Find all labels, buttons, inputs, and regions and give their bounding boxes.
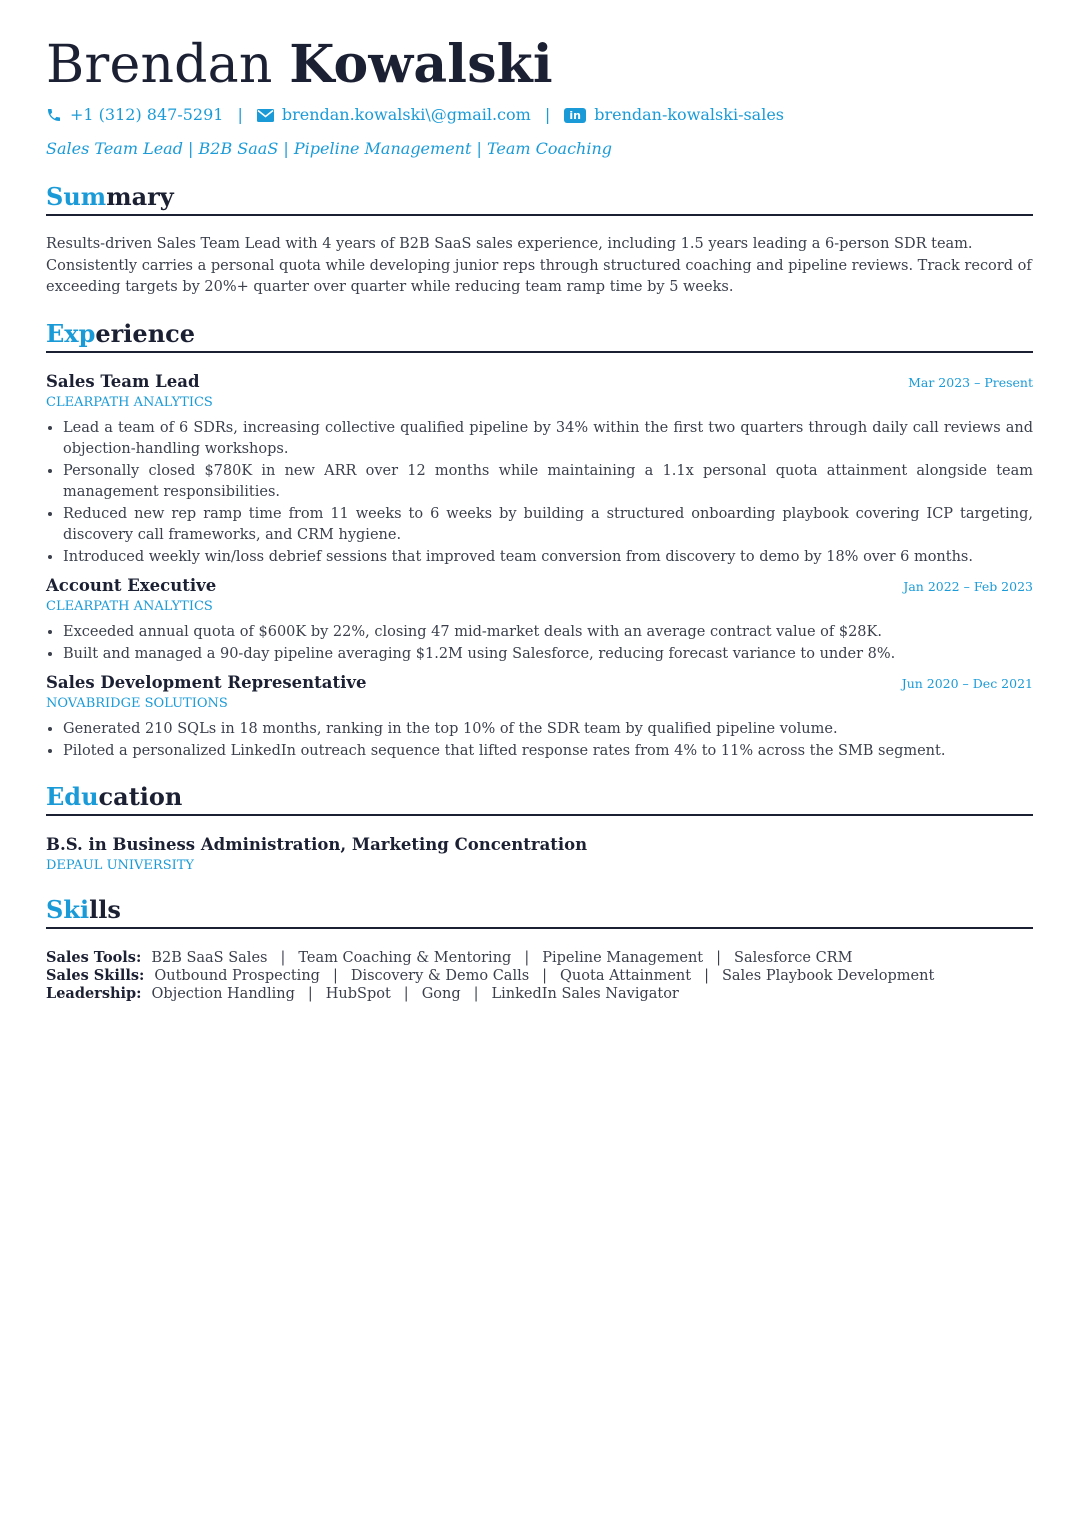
last-name: Kowalski [289,34,553,95]
heading-accent: Edu [46,782,99,811]
job-header [46,371,1033,393]
job-bullets [46,719,1033,762]
heading-rest: mary [106,182,174,211]
phone-icon [46,107,62,123]
skill-separator: | [704,968,709,984]
envelope-icon [257,109,274,122]
heading-rest: erience [95,318,196,348]
linkedin-badge: in [564,108,586,123]
bullet-item: • Generated 210 SQLs in 18 months, ranking in the top 10% of the SDR team by qualified pipeline volume. [63,719,1033,741]
skill-row [46,967,1033,985]
skills-section [46,895,1033,1003]
skill-separator: | [280,950,286,966]
linkedin-contact[interactable] [564,104,784,126]
skill-item: Discovery & Demo Calls [350,968,530,984]
summary-paragraph: Results-driven Sales Team Lead with 4 years of B2B SaaS sales experience, including 1.5 years leading a 6-person SDR team. Consistently carries a personal quota while developing junior reps through structured coaching and pipeline reviews. Track record of exceeding targets by 20%+ quarter over quarter while reducing team ramp time by 5 weeks. [46,236,1032,295]
job-dates: Jan 2022 – Feb 2023 [903,579,1033,594]
heading-rest: lls [89,895,121,924]
skill-item: Outbound Prospecting [154,968,320,984]
job-title: Sales Development Representative [46,673,367,692]
skill-item: Team Coaching & Mentoring [298,950,512,966]
skill-item: Objection Handling [151,986,295,1002]
job-dates: Mar 2023 – Present [908,374,1033,390]
job-header [46,575,1033,597]
job-title: Sales Team Lead [46,371,200,391]
job-list [46,371,1033,763]
job-entry [46,672,1033,762]
skill-row [46,949,1033,967]
skill-separator: | [542,968,548,984]
skill-row [46,985,1033,1003]
phone-contact[interactable] [46,104,223,126]
company-name: CLEARPATH ANALYTICS [46,394,213,410]
job-bullets [46,418,1033,569]
job-header [46,672,1033,694]
skill-item: Gong [421,986,461,1002]
email-address: brendan.kowalski\@gmail.com [281,105,531,124]
heading-rest: cation [98,782,183,811]
skill-category: Sales Skills: [46,967,145,984]
bullet-item: • Piloted a personalized LinkedIn outreach sequence that lifted response rates from 4% to 11% across the SMB segment. [63,741,1033,763]
skills-list [46,949,1033,1003]
job-entry [46,575,1033,665]
section-heading-summary [46,182,1033,216]
company-name: CLEARPATH ANALYTICS [46,599,213,614]
skill-item: Sales Playbook Development [721,968,935,984]
skill-separator: | [332,968,338,984]
skill-item: LinkedIn Sales Navigator [491,986,679,1002]
skill-item: HubSpot [325,986,391,1002]
phone-number: +1 (312) 847-5291 [70,105,224,124]
skill-separator: | [524,950,530,966]
company-name: NOVABRIDGE SOLUTIONS [46,696,228,711]
contact-line [46,104,1033,126]
bullet-item: • Introduced weekly win/loss debrief sessions that improved team conversion from discovery to demo by 18% over 6 months. [63,547,1033,569]
bullet-item: • Personally closed $780K in new ARR over 12 months while maintaining a 1.1x personal quota attainment alongside team management responsibilities. [63,461,1033,504]
school-name: DEPAUL UNIVERSITY [46,858,195,873]
heading-accent: Exp [46,318,96,348]
heading-accent: Sum [46,182,107,211]
contact-separator: | [237,105,243,124]
job-dates: Jun 2020 – Dec 2021 [901,676,1033,691]
first-name: Brendan [46,35,273,95]
bullet-item: • Reduced new rep ramp time from 11 weeks to 6 weeks by building a structured onboarding playbook covering ICP targeting, discovery call frameworks, and CRM hygiene. [63,504,1033,547]
summary-section [46,182,1033,299]
skill-item: Quota Attainment [560,968,692,984]
skill-item: B2B SaaS Sales [151,950,268,966]
experience-section [46,319,1033,763]
candidate-name [46,34,1033,96]
section-heading-education [46,782,1033,816]
job-entry [46,371,1033,569]
skill-item: Salesforce CRM [734,950,853,966]
heading-accent: Ski [46,895,90,924]
skill-separator: | [716,950,722,966]
job-bullets [46,622,1033,665]
section-heading-experience [46,319,1033,353]
bullet-item: • Lead a team of 6 SDRs, increasing collective qualified pipeline by 34% within the first two quarters through daily call reviews and objection-handling workshops. [63,418,1033,461]
skill-item: Pipeline Management [542,950,704,966]
section-heading-skills [46,895,1033,929]
contact-separator: | [544,105,551,124]
linkedin-handle: brendan-kowalski-sales [594,105,785,124]
headline-tagline: Sales Team Lead | B2B SaaS | Pipeline Management | Team Coaching [46,139,612,158]
skill-separator: | [307,986,313,1002]
skill-category: Leadership: [46,985,142,1002]
skill-separator: | [403,986,409,1002]
email-contact[interactable] [257,104,531,126]
degree-title: B.S. in Business Administration, Marketing Concentration [46,835,588,854]
skill-category: Sales Tools: [46,949,142,966]
job-title: Account Executive [46,576,217,595]
linkedin-icon [564,108,586,123]
skill-separator: | [473,986,479,1002]
bullet-item: • Exceeded annual quota of $600K by 22%, closing 47 mid-market deals with an average contract value of $28K. [63,622,1033,644]
bullet-item: • Built and managed a 90-day pipeline averaging $1.2M using Salesforce, reducing forecast variance to under 8%. [63,644,1033,666]
education-section [46,782,1033,875]
